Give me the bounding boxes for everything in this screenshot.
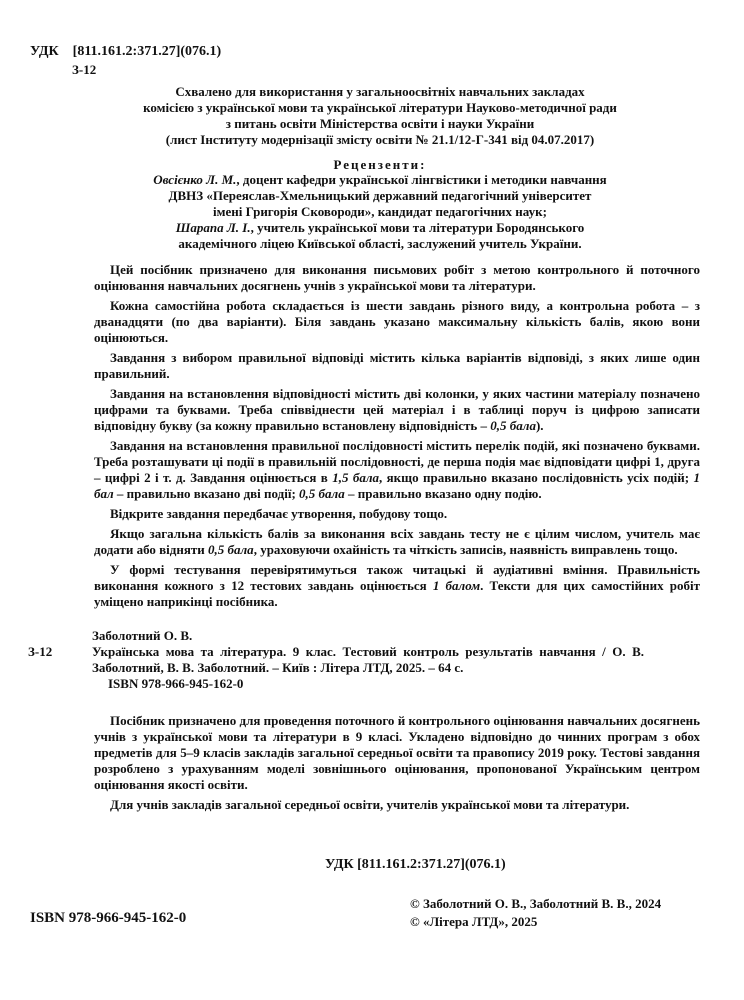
isbn-bottom: ISBN 978-966-945-162-0: [30, 910, 187, 926]
reviewers-block: [100, 172, 660, 252]
copyright-block: [410, 895, 661, 931]
author-code-top: З-12: [72, 62, 97, 77]
paragraph-structure: Кожна самостійна робота складається із шести завдань різного виду, а контрольна робота – з дванадцяти (по два варіанти). Біля завдань указано максимальну кількість балів, якою вони оцінюються.: [94, 298, 700, 345]
catalog-card: [28, 628, 708, 692]
reviewer-2-line-1: , учитель української мови та літератури Бородянського: [250, 220, 585, 235]
reviewer-2-name: Шарапа Л. І.: [175, 220, 251, 235]
paragraph-purpose: Цей посібник призначено для виконання письмових робіт з метою контрольного й поточного оцінювання навчальних досягнень учнів з української мови та літератури.: [94, 262, 700, 293]
approval-block: [100, 84, 660, 148]
term-multiple-choice: Завдання з вибором правильної відповіді: [110, 350, 364, 365]
reviewer-1-line-3: імені Григорія Сковороди», кандидат педагогічних наук;: [213, 204, 547, 219]
card-isbn: ISBN 978-966-945-162-0: [108, 676, 244, 691]
paragraph-open-task: Відкрите завдання передбачає утворення, побудову тощо.: [110, 506, 448, 521]
annotation-block: [94, 713, 700, 817]
term-matching: Завдання на встановлення відповідності: [110, 386, 351, 401]
udk-code-top: [30, 44, 221, 60]
approval-line-2: комісією з української мови та української літератури Науково-методичної ради: [143, 100, 617, 115]
reviewer-1-line-2: ДВНЗ «Переяслав-Хмельницький державний педагогічний університет: [168, 188, 592, 203]
paragraph-sequence: Завдання на встановлення правильної послідовності містить перелік подій, які позначено буквами. Треба розташувати ці події в правильній послідовності, де перша подія має відповідати цифрі 1, друга – цифрі 2 і т. д. Завдання оцінюється в 1,5 бала, якщо правильно вказано послідовність усіх подій; 1 бал – правильно вказано дві події; 0,5 бала – правильно вказано одну подію.: [94, 438, 700, 501]
card-description: Українська мова та література. 9 клас. Тестовий контроль результатів навчання / О. В. Заболотний, В. В. Заболотний. – Київ : Літера ЛТД, 2025. – 64 с.: [92, 644, 644, 675]
reviewer-2-line-2: академічного ліцею Київської області, заслужений учитель України.: [178, 236, 582, 251]
annotation-paragraph-2: Для учнів закладів загальної середньої освіти, учителів української мови та літератури.: [110, 797, 630, 812]
approval-line-1: Схвалено для використання у загальноосвітніх навчальних закладах: [175, 84, 585, 99]
paragraph-scoring: Якщо загальна кількість балів за виконання всіх завдань тесту не є цілим числом, учитель має додати або відняти 0,5 бала, ураховуючи охайність та чіткість записів, наявність виправлень тощо.: [94, 526, 700, 557]
copyright-authors: © Заболотний О. В., Заболотний В. В., 2024: [410, 896, 662, 911]
paragraph-reading-listening: У формі тестування перевірятимуться також читацькі й аудіативні вміння. Правильність виконання кожного з 12 тестових завдань оцінюється 1 балом. Тексти для цих самостійних робіт уміщено наприкінці посібника.: [94, 562, 700, 609]
term-open-task: Відкрите завдання: [110, 506, 220, 521]
reviewer-1-name: Овсієнко Л. М.: [153, 172, 237, 187]
reviewer-1-line-1: , доцент кафедри української лінгвістики і методики навчання: [236, 172, 607, 187]
udk-label: УДК: [30, 44, 59, 59]
copyright-publisher: © «Літера ЛТД», 2025: [410, 914, 538, 929]
udk-value: [811.161.2:371.27](076.1): [72, 44, 222, 59]
paragraph-multiple-choice: Завдання з вибором правильної відповіді містить кілька варіантів відповіді, з яких лише один правильний.: [94, 350, 701, 381]
reviewers-heading: Рецензенти:: [333, 157, 427, 172]
paragraph-matching: Завдання на встановлення відповідності містить дві колонки, у яких частини матеріалу позначено цифрами та буквами. Треба співвіднести цей матеріал і в таблиці поруч із цифрою записати відповідну букву (за кожну правильно встановлену відповідність – 0,5 бала).: [94, 386, 700, 433]
term-sequence: Завдання на встановлення правильної послідовності: [110, 438, 423, 453]
card-code: З-12: [28, 644, 53, 659]
udk-code-bottom: УДК [811.161.2:371.27](076.1): [325, 857, 506, 872]
instructions-body: [94, 262, 700, 614]
approval-line-4: (лист Інституту модернізації змісту освіти № 21.1/12-Г-341 від 04.07.2017): [165, 132, 595, 147]
annotation-paragraph-1: Посібник призначено для проведення поточного й контрольного оцінювання навчальних досягнень учнів з української мови та літератури в 9 класі. Укладено відповідно до чинних програм з обох предметів для 5–9 класів закладів загальної середньої освіти та правопису 2019 року. Тестові завдання розроблено з урахуванням моделі зовнішнього оцінювання, пропонованої Українським центром оцінювання якості освіти.: [94, 713, 700, 792]
term-reading-listening: читацькі й аудіативні вміння: [412, 562, 605, 577]
card-author: Заболотний О. В.: [92, 628, 193, 643]
approval-line-3: з питань освіти Міністерства освіти і науки України: [225, 116, 535, 131]
